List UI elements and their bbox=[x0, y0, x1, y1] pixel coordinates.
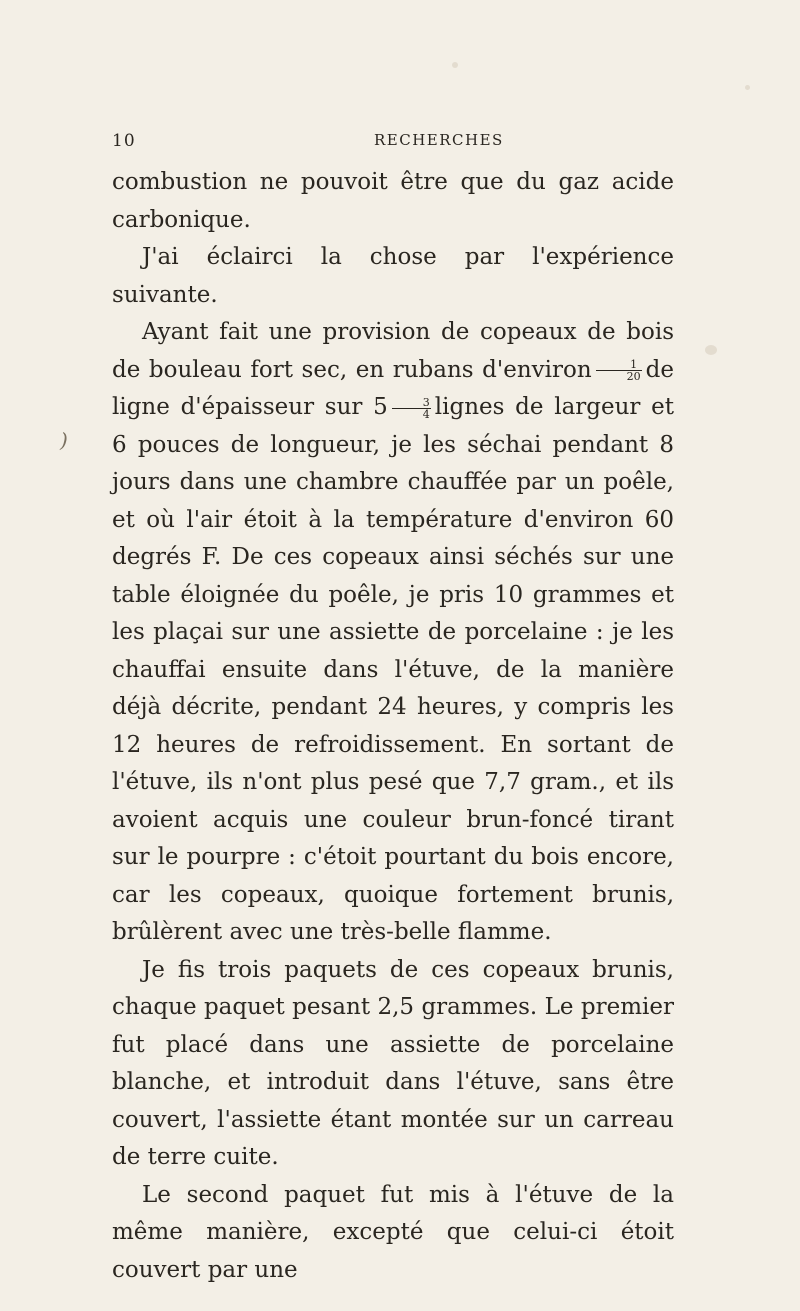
fraction-denominator: 4 bbox=[422, 407, 430, 421]
paragraph-1: combustion ne pouvoit être que du gaz acide carbonique. bbox=[112, 169, 674, 233]
paper-stain bbox=[705, 345, 717, 355]
margin-mark: ) bbox=[60, 428, 68, 452]
paragraph-3-part-2: de ligne d'épaisseur sur 5 bbox=[112, 356, 674, 420]
fraction-three-quarters bbox=[392, 397, 431, 420]
paragraph-5: Le second paquet fut mis à l'étuve de la même manière, excepté que celui-ci étoit couvert par une bbox=[112, 1181, 674, 1283]
body-text bbox=[112, 164, 674, 1289]
fraction-numerator: 1 bbox=[596, 359, 642, 371]
paragraph-2: J'ai éclairci la chose par l'expérience suivante. bbox=[112, 244, 674, 308]
paragraph-3-part-3: lignes de largeur et 6 pouces de longueur, je les séchai pendant 8 jours dans une chambre chauffée par un poêle, et où l'air étoit à la température d'environ 60 degrés F. De ces copeaux ainsi séchés sur une table éloignée du poêle, je pris 10 grammes et les plaçai sur une assiette de porcelaine : je les chauffai ensuite dans l'étuve, de la manière déjà décrite, pendant 24 heures, y compris les 12 heures de refroidissement. En sortant de l'étuve, ils n'ont plus pesé que 7,7 gram., et ils avoient acquis une couleur brun-foncé tirant sur le pourpre : c'étoit pourtant du bois encore, car les copeaux, quoique fortement brunis, brûlèrent avec une très-belle flamme. bbox=[112, 394, 674, 945]
fraction-numerator: 3 bbox=[392, 397, 431, 409]
paragraph-4: Je fis trois paquets de ces copeaux brunis, chaque paquet pesant 2,5 grammes. Le premier fut placé dans une assiette de porcelaine blanche, et introduit dans l'étuve, sans être couvert, l'assiette étant montée sur un carreau de terre cuite. bbox=[112, 956, 674, 1170]
paragraph-3 bbox=[112, 314, 674, 952]
paragraph-3-part-1: Ayant fait une provision de copeaux de bois de bouleau fort sec, en rubans d'environ bbox=[112, 319, 674, 383]
running-title: RECHERCHES bbox=[374, 131, 504, 149]
fraction-denominator: 20 bbox=[626, 370, 641, 383]
fraction-one-twentieth bbox=[596, 359, 642, 382]
paper-stain bbox=[745, 85, 750, 90]
page-header bbox=[112, 131, 672, 155]
page-number: 10 bbox=[112, 131, 136, 151]
paper-stain bbox=[452, 62, 458, 68]
